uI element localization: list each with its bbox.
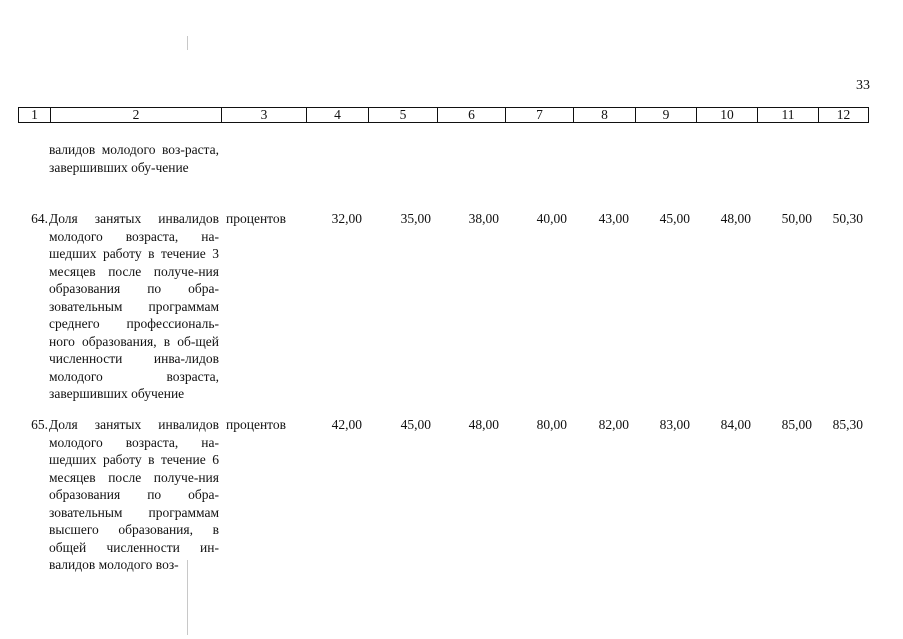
row-value: 32,00: [331, 211, 362, 226]
row-value: 43,00: [598, 211, 629, 226]
header-col-6: 6: [437, 108, 505, 122]
header-col-1: 1: [31, 107, 38, 122]
header-col-4: 4: [306, 108, 368, 122]
row-description: Доля занятых инвалидов молодого возраста, на-шедших работу в течение 3 месяцев после получе-ния образования по обра-зовательным программам среднего профессиональ-ного образования, в об-щей численности инва-лидов молодого возраста, завершивших обучение: [49, 211, 219, 401]
row-value: 48,00: [720, 211, 751, 226]
row-value: 45,00: [400, 417, 431, 432]
row-value: 45,00: [659, 211, 690, 226]
header-col-5: 5: [368, 108, 437, 122]
scan-artifact-line: [187, 36, 188, 50]
row-value: 83,00: [659, 417, 690, 432]
row-value: 35,00: [400, 211, 431, 226]
row-value: 80,00: [536, 417, 567, 432]
row-value: 82,00: [598, 417, 629, 432]
continuation-text: валидов молодого воз-раста, завершивших обу-чение: [49, 142, 219, 175]
row-value: 40,00: [536, 211, 567, 226]
row-value: 85,30: [832, 417, 863, 432]
row-unit: процентов: [226, 417, 287, 432]
header-col-2: 2: [50, 108, 221, 122]
header-col-3: 3: [221, 108, 306, 122]
header-col-11: 11: [757, 108, 818, 122]
row-value: 84,00: [720, 417, 751, 432]
header-col-10: 10: [696, 108, 757, 122]
row-value: 85,00: [781, 417, 812, 432]
row-number: 64.: [31, 211, 48, 226]
table-header-row: [18, 107, 869, 123]
header-col-8: 8: [573, 108, 635, 122]
row-value: 48,00: [468, 417, 499, 432]
header-col-7: 7: [505, 108, 573, 122]
row-value: 38,00: [468, 211, 499, 226]
row-number: 65.: [31, 417, 48, 432]
row-description: Доля занятых инвалидов молодого возраста, на-шедших работу в течение 6 месяцев после получе-ния образования по обра-зовательным программам высшего образования, в общей численности ин-валидов молодого воз-: [49, 417, 219, 572]
row-value: 50,30: [832, 211, 863, 226]
page-number: 33: [856, 78, 870, 93]
header-col-9: 9: [635, 108, 696, 122]
row-unit: процентов: [226, 211, 287, 226]
row-value: 50,00: [781, 211, 812, 226]
header-col-12: 12: [818, 108, 868, 122]
row-value: 42,00: [331, 417, 362, 432]
